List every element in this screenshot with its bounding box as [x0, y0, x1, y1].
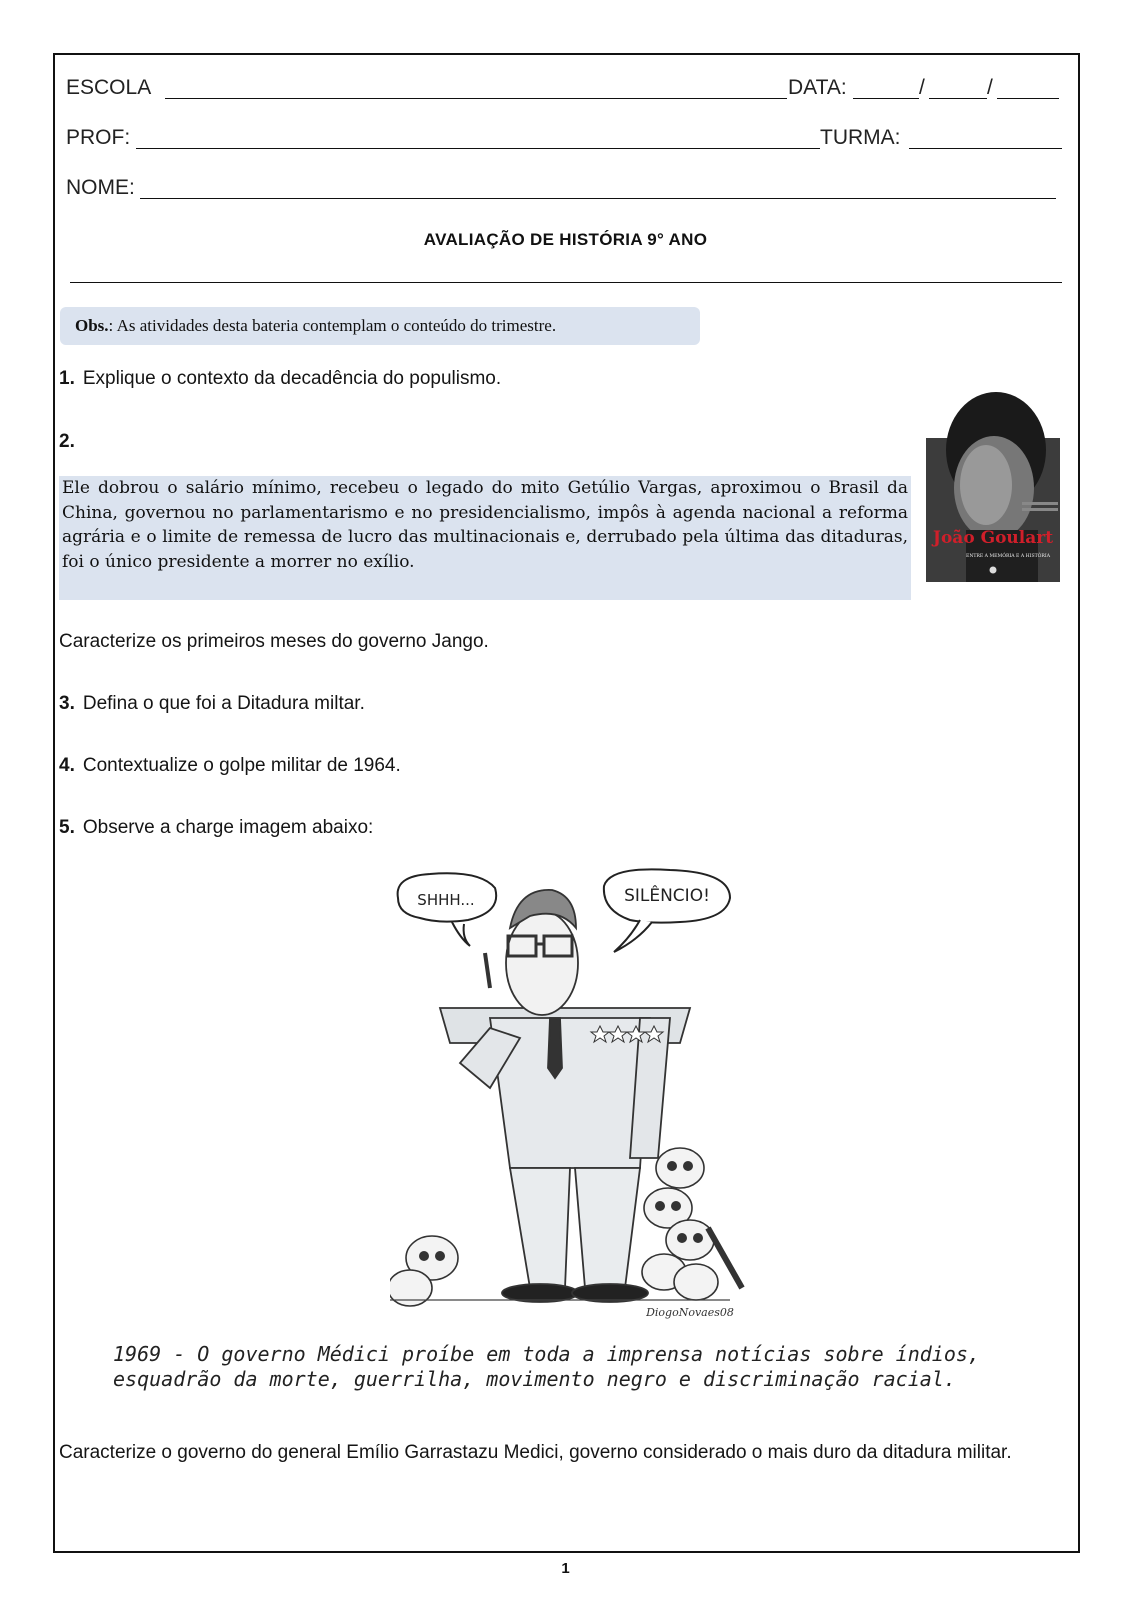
question-text: Explique o contexto da decadência do populismo. — [82, 368, 502, 389]
date-separator: / — [919, 76, 925, 99]
q2-prompt: Caracterize os primeiros meses do governo Jango. — [59, 631, 489, 652]
obs-note — [60, 307, 700, 345]
obs-text: : As atividades desta bateria contemplam o conteúdo do trimestre. — [108, 316, 557, 335]
cartoon-signature: DiogoNovaes08 — [646, 1306, 734, 1319]
date-year-field[interactable] — [997, 98, 1059, 99]
page-title: AVALIAÇÃO DE HISTÓRIA 9° ANO — [423, 230, 708, 249]
book-title: João Goulart — [932, 528, 1054, 548]
question-text: Observe a charge imagem abaixo: — [82, 817, 374, 838]
q2-quote: Ele dobrou o salário mínimo, recebeu o legado do mito Getúlio Vargas, aproximou o Brasil da China, governou no parlamentarismo e no presidencialismo, impôs à agenda nacional a reforma agrária e o limite de remessa de lucro das multinacionais e, derrubado pela última das ditaduras, foi o único presidente a morrer no exílio. — [59, 476, 911, 600]
obs-label: Obs. — [75, 316, 109, 335]
nome-field[interactable] — [140, 198, 1056, 199]
question-4 — [59, 755, 401, 777]
bubble-right-text: SILÊNCIO! — [624, 886, 710, 906]
prof-field[interactable] — [136, 148, 820, 149]
escola-label: ESCOLA — [66, 76, 152, 99]
question-text: Defina o que foi a Ditadura miltar. — [82, 693, 365, 714]
date-day-field[interactable] — [853, 98, 919, 99]
cartoon-caption: 1969 - O governo Médici proíbe em toda a imprensa notícias sobre índios, esquadrão da morte, guerrilha, movimento negro e discriminação racial. — [113, 1342, 980, 1391]
medici-cartoon — [390, 868, 760, 1324]
bubble-left-text: SHHH... — [417, 891, 475, 909]
question-1 — [59, 368, 501, 390]
question-text: Contextualize o golpe militar de 1964. — [82, 755, 401, 776]
question-number: 3. — [59, 693, 75, 714]
title-divider — [70, 282, 1062, 283]
date-month-field[interactable] — [929, 98, 987, 99]
book-subtitle: ENTRE A MEMÓRIA E A HISTÓRIA — [965, 554, 1051, 559]
question-number: 4. — [59, 755, 75, 776]
question-5 — [59, 817, 373, 839]
joao-goulart-book-cover — [926, 390, 1060, 582]
question-2 — [59, 431, 83, 453]
date-separator: / — [987, 76, 993, 99]
turma-field[interactable] — [909, 148, 1062, 149]
nome-label: NOME: — [66, 176, 135, 199]
page-number: 1 — [561, 1560, 570, 1577]
escola-field[interactable] — [165, 98, 787, 99]
turma-label: TURMA: — [820, 126, 901, 149]
question-number: 1. — [59, 368, 75, 389]
question-number: 2. — [59, 431, 75, 452]
page-frame — [53, 53, 1080, 1553]
prof-label: PROF: — [66, 126, 131, 149]
question-number: 5. — [59, 817, 75, 838]
data-label: DATA: — [788, 76, 847, 99]
final-prompt: Caracterize o governo do general Emílio Garrastazu Medici, governo considerado o mais duro da ditadura militar. — [59, 1442, 1012, 1463]
question-3 — [59, 693, 365, 715]
